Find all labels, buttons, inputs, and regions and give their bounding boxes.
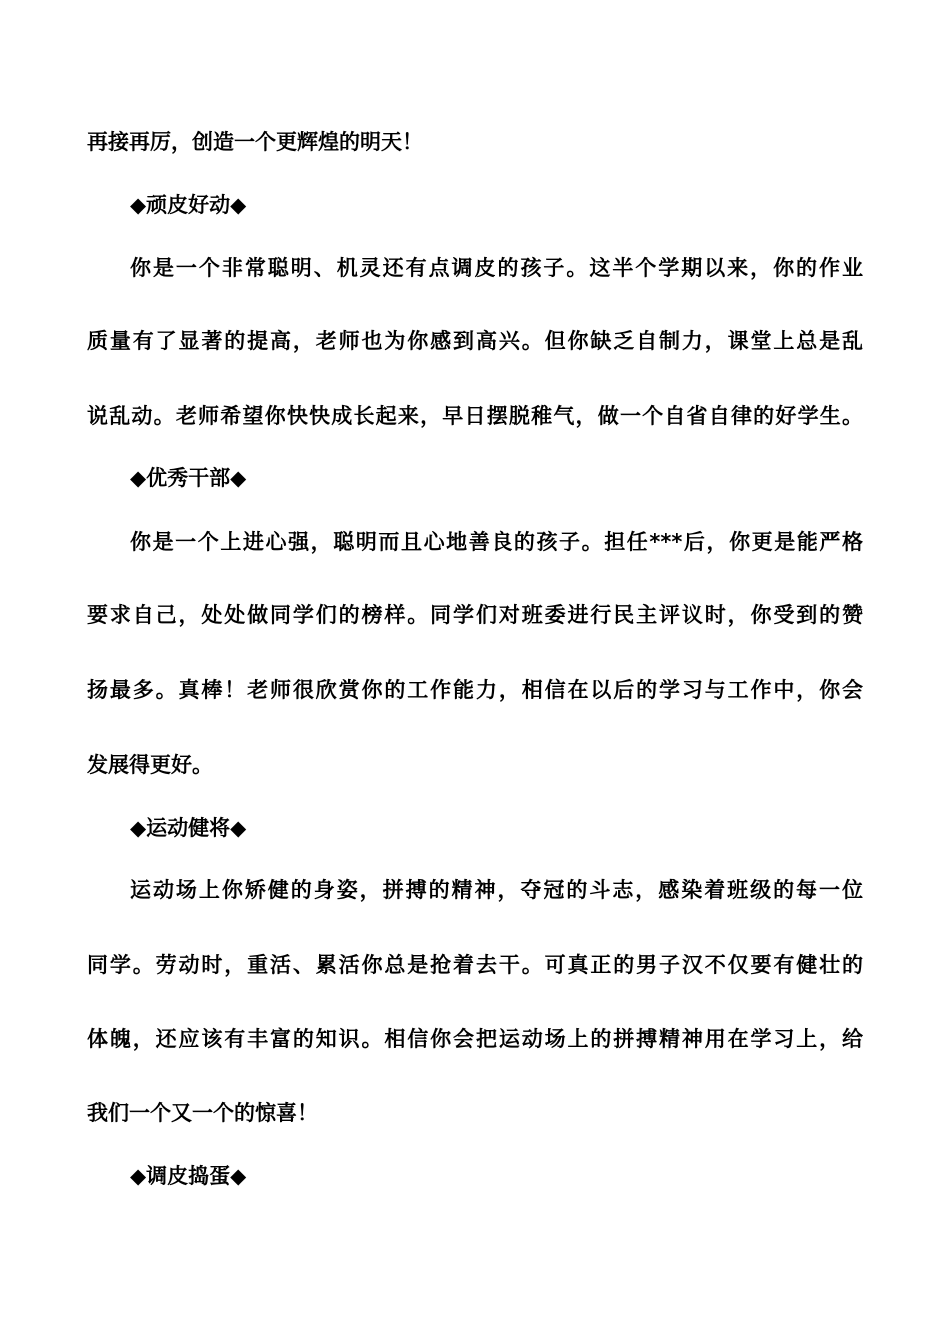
paragraph-line: 要求自己，处处做同学们的榜样。同学们对班委进行民主评议时，你受到的赞 — [87, 603, 863, 627]
paragraph-line: 我们一个又一个的惊喜！ — [87, 1101, 318, 1125]
paragraph-line: 说乱动。老师希望你快快成长起来，早日摆脱稚气，做一个自省自律的好学生。 — [87, 404, 863, 428]
section-heading-mischievous: ◆调皮捣蛋◆ — [130, 1164, 247, 1188]
section-heading-naughty-active: ◆顽皮好动◆ — [130, 193, 247, 217]
paragraph-line: 同学。劳动时，重活、累活你总是抢着去干。可真正的男子汉不仅要有健壮的 — [87, 953, 863, 977]
paragraph-line: 你是一个非常聪明、机灵还有点调皮的孩子。这半个学期以来，你的作业 — [130, 256, 863, 280]
paragraph-line: 体魄，还应该有丰富的知识。相信你会把运动场上的拼搏精神用在学习上，给 — [87, 1027, 863, 1051]
paragraph-line: 发展得更好。 — [87, 753, 213, 777]
paragraph-line: 扬最多。真棒！老师很欣赏你的工作能力，相信在以后的学习与工作中，你会 — [87, 678, 863, 702]
paragraph-line: 运动场上你矫健的身姿，拼搏的精神，夺冠的斗志，感染着班级的每一位 — [130, 878, 863, 902]
paragraph-line: 你是一个上进心强，聪明而且心地善良的孩子。担任***后，你更是能严格 — [130, 530, 863, 554]
section-heading-sports-star: ◆运动健将◆ — [130, 816, 247, 840]
paragraph-line: 质量有了显著的提高，老师也为你感到高兴。但你缺乏自制力，课堂上总是乱 — [87, 329, 863, 353]
section-heading-excellent-cadre: ◆优秀干部◆ — [130, 466, 247, 490]
paragraph-line: 再接再厉，创造一个更辉煌的明天！ — [87, 130, 423, 154]
